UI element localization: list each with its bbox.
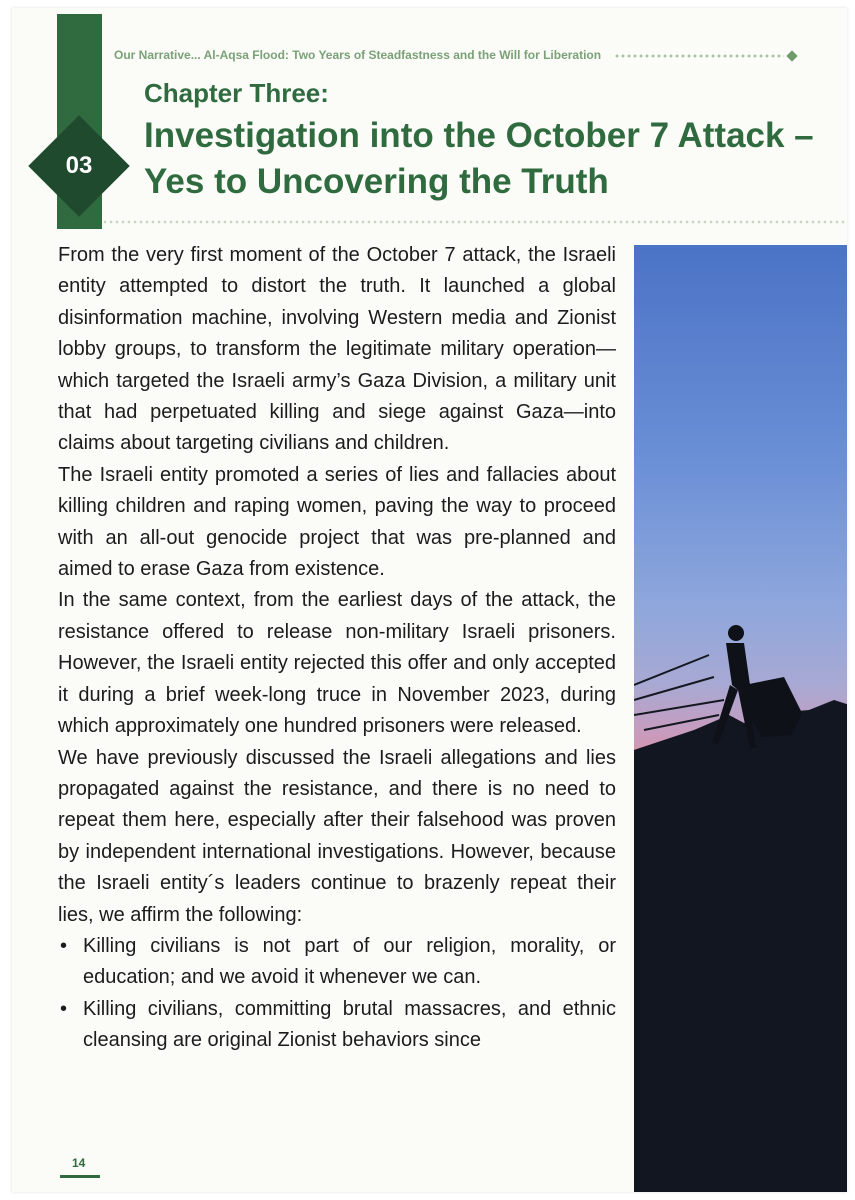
photo-illustration: [634, 245, 847, 1192]
paragraph: We have previously discussed the Israeli allegations and lies propagated against the resistance, and there is no need to repeat them here, especially after their falsehood was proven by independent international investigations. However, because the Israeli entity´s leaders continue to brazenly repeat their lies, we affirm the following:: [58, 746, 616, 926]
document-page: [12, 8, 847, 1192]
chapter-title: Investigation into the October 7 Attack – Yes to Uncovering the Truth: [144, 116, 814, 201]
title-dotted-rule: [102, 218, 847, 226]
chapter-number: 03: [65, 152, 93, 179]
body-text: [58, 240, 616, 1057]
bullet-icon: •: [60, 997, 68, 1020]
bullet-list: [58, 931, 616, 1057]
bullet-item: [58, 931, 616, 994]
rule-end-diamond-icon: [786, 50, 797, 61]
paragraph: From the very first moment of the October 7 attack, the Israeli entity attempted to distort the truth. It launched a global disinformation machine, involving Western media and Zionist lobby groups, to transform the legitimate military operation—which targeted the Israeli army’s Gaza Division, a military unit that had perpetuated killing and siege against Gaza—into claims about targeting civilians and children.: [58, 244, 616, 455]
bullet-text: Killing civilians is not part of our religion, morality, or education; and we avoid it whenever we can.: [83, 934, 616, 989]
silhouette-photo: [634, 245, 847, 1192]
bullet-icon: •: [60, 934, 68, 957]
bullet-item: [58, 994, 616, 1057]
rubble-silhouette: [634, 700, 847, 1192]
chapter-label: Chapter Three:: [144, 78, 329, 108]
header-dotted-rule: [614, 52, 784, 60]
page-number: 14: [72, 1156, 86, 1170]
running-header: Our Narrative... Al-Aqsa Flood: Two Years of Steadfastness and the Will for Liberation: [114, 48, 602, 62]
page-number-rule: [60, 1175, 100, 1178]
paragraph: The Israeli entity promoted a series of lies and fallacies about killing children and raping women, paving the way to proceed with an all-out genocide project that was pre-planned and aimed to erase Gaza from existence.: [58, 463, 616, 581]
paragraph: In the same context, from the earliest days of the attack, the resistance offered to release non-military Israeli prisoners. However, the Israeli entity rejected this offer and only accepted it during a brief week-long truce in November 2023, during which approximately one hundred prisoners were released.: [58, 589, 616, 738]
bullet-text: Killing civilians, committing brutal massacres, and ethnic cleansing are original Zionist behaviors since: [83, 997, 616, 1052]
